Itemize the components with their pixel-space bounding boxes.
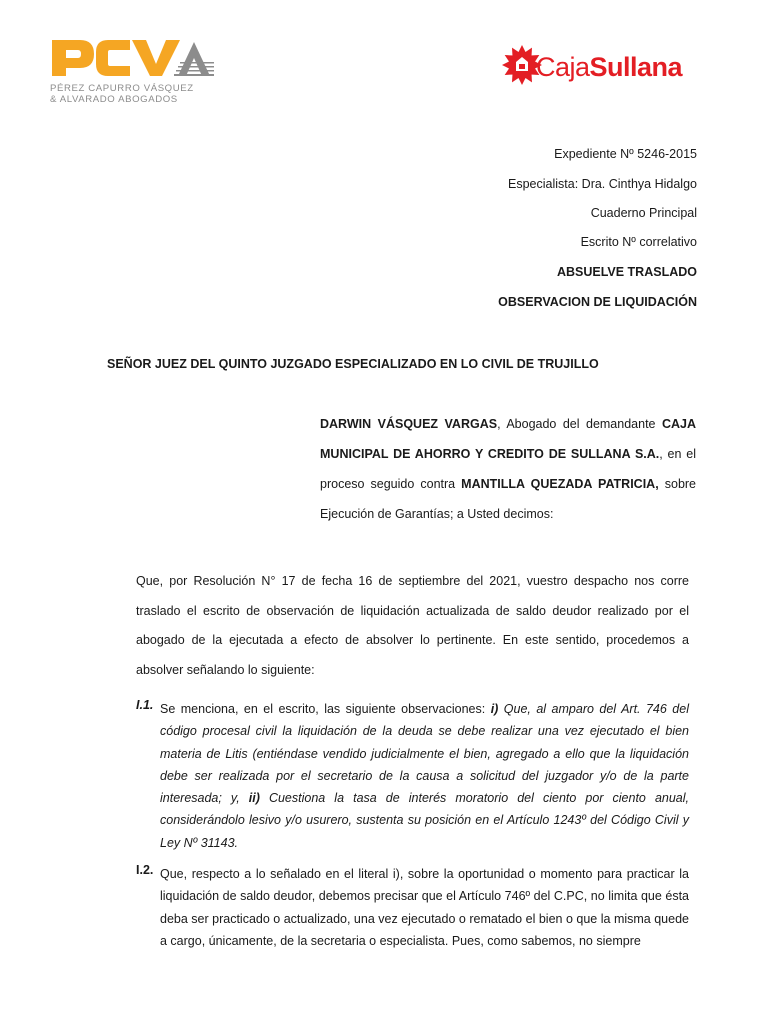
lawyer-name: DARWIN VÁSQUEZ VARGAS xyxy=(320,417,498,431)
pcva-logo xyxy=(50,38,216,108)
especialista: Especialista: Dra. Cinthya Hidalgo xyxy=(508,177,697,191)
item-i1-number: I.1. xyxy=(136,698,154,712)
item-i1-text-1: Que, al amparo del Art. 746 del código procesal civil la liquidación de la deuda se debe realizar una vez ejecutado el bien materia de Litis (entiéndase vendido judicialmente el bien, agregado a ello que la liquidación debe ser realizada por el secretario de la causa a solicitud del juzgador y/o de la parte interesada; y, xyxy=(160,702,689,806)
sumilla-2: OBSERVACION DE LIQUIDACIÓN xyxy=(498,295,697,309)
intro-text-1: , Abogado del demandante xyxy=(497,417,662,431)
item-i1 xyxy=(136,698,689,854)
pcva-logo-line1: PÉREZ CAPURRO VÁSQUEZ xyxy=(50,83,194,94)
item-i1-marker-2: ii) xyxy=(248,791,260,806)
svg-text:PÉREZ CAPURRO VÁSQUEZ xyxy=(50,83,194,94)
intro-text-2: , en el proceso seguido contra xyxy=(320,447,696,491)
item-i1-text-2: Cuestiona la tasa de interés moratorio del ciento por ciento anual, considerándolo lesivo y/o usurero, sustenta su posición en el Artículo 1243º del Código Civil y Ley Nº 31143. xyxy=(160,791,689,850)
item-i1-lead: Se menciona, en el escrito, las siguiente observaciones: xyxy=(160,702,491,716)
expediente: Expediente Nº 5246-2015 xyxy=(554,147,697,161)
sullana-word: Sullana xyxy=(589,52,683,82)
defendant-name: MANTILLA QUEZADA PATRICIA, xyxy=(461,477,659,491)
cuaderno: Cuaderno Principal xyxy=(590,206,697,220)
escrito: Escrito Nº correlativo xyxy=(580,235,697,249)
intro-paragraph xyxy=(320,409,696,529)
item-i2-number: I.2. xyxy=(136,863,154,877)
plaintiff-entity: CAJA MUNICIPAL DE AHORRO Y CREDITO DE SULLANA S.A. xyxy=(320,417,697,461)
salutation: SEÑOR JUEZ DEL QUINTO JUZGADO ESPECIALIZADO EN LO CIVIL DE TRUJILLO xyxy=(107,357,599,371)
pcva-logo-line2: & ALVARADO ABOGADOS xyxy=(50,94,178,105)
caja-word: Caja xyxy=(536,52,590,82)
item-i2-text: Que, respecto a lo señalado en el literal i), sobre la oportunidad o momento para practicar la liquidación de saldo deudor, debemos precisar que el Artículo 746º del C.PC, no limita que ésta deba ser practicado o actualizado, una vez ejecutado o rematado el bien o que la misma quede a cargo, únicamente, de la secretaria o especialista. Pues, como sabemos, no siempre xyxy=(160,867,689,948)
intro-text-3: sobre Ejecución de Garantías; a Usted decimos: xyxy=(320,477,697,521)
item-i1-marker-1: i) xyxy=(490,702,499,716)
item-i2 xyxy=(136,863,689,952)
svg-text:& ALVARADO ABOGADOS xyxy=(50,94,178,105)
sumilla-1: ABSUELVE TRASLADO xyxy=(556,265,697,279)
caja-sullana-wordmark xyxy=(536,52,682,83)
paragraph-1-text: Que, por Resolución N° 17 de fecha 16 de septiembre del 2021, vuestro despacho nos corre traslado el escrito de observación de liquidación actualizada de saldo deudor realizado por el abogado de la ejecutada a efecto de absolver lo pertinente. En este sentido, procedemos a absolver señalando lo siguiente: xyxy=(136,574,689,677)
paragraph-1 xyxy=(136,567,689,685)
